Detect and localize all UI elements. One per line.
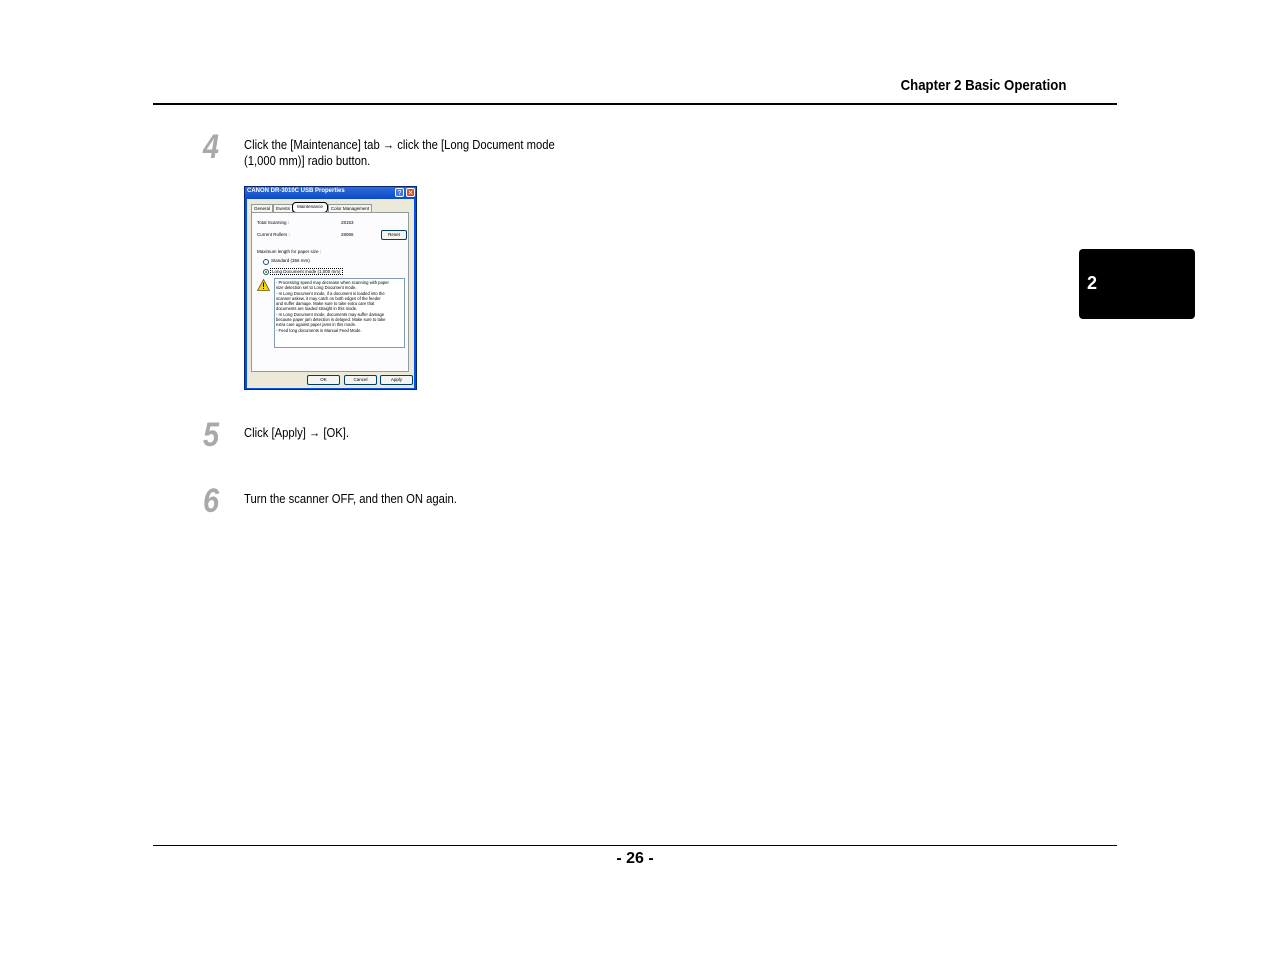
apply-button[interactable]: Apply: [380, 375, 413, 385]
maintenance-panel: [251, 212, 409, 372]
warning-line: size detection set to Long Document mode.: [276, 285, 357, 291]
warning-line: - Feed long documents in Manual Feed Mode.: [276, 327, 362, 333]
warning-line: and suffer damage. Make sure to take extra care that: [276, 301, 375, 307]
step-number: 5: [203, 416, 220, 454]
ok-button[interactable]: OK: [307, 375, 340, 385]
warning-line: documents are loaded straight in this mode.: [276, 306, 358, 312]
tab-maintenance[interactable]: Maintenance: [292, 202, 328, 213]
chapter-tab: [1079, 249, 1195, 319]
dialog-titlebar: [245, 187, 416, 199]
step-text: [244, 425, 349, 441]
tab-general[interactable]: General: [251, 204, 273, 212]
radio-standard[interactable]: [263, 259, 269, 265]
page-number: - 26 -: [616, 850, 654, 867]
close-icon[interactable]: ✕: [407, 190, 414, 197]
warning-icon: [257, 279, 270, 291]
radio-long-document[interactable]: [263, 269, 269, 275]
step-text-line: (1,000 mm)] radio button.: [244, 154, 371, 168]
warning-text-box: [274, 278, 405, 348]
properties-dialog: [244, 186, 417, 390]
page-header-title: Chapter 2 Basic Operation: [900, 77, 1066, 94]
max-length-label: Maximum length for paper size :: [257, 249, 322, 254]
radio-long-document-label: Long Document mode (1,000 mm): [272, 269, 341, 274]
header-rule: [153, 103, 1117, 105]
current-rollers-value: 28066: [341, 232, 354, 237]
step-text-line: Click the [Maintenance] tab → click the [Long Document mode: [244, 138, 555, 152]
help-icon[interactable]: ?: [395, 188, 404, 197]
warning-line: - In Long Document mode, documents may suffer damage: [276, 311, 385, 317]
current-rollers-label: Current Rollers :: [257, 232, 290, 237]
dialog-title: CANON DR-3010C USB Properties: [247, 188, 345, 194]
step-text: [244, 491, 457, 507]
dialog-client: [247, 199, 414, 388]
tab-color-management[interactable]: Color Management: [328, 204, 372, 212]
warning-line: - In Long Document mode, if a document is loaded into the: [276, 290, 385, 296]
reset-button[interactable]: Reset: [381, 230, 407, 240]
total-scanning-label: Total Scanning :: [257, 220, 290, 225]
step-text-line: Click [Apply] → [OK].: [244, 426, 350, 440]
step-number: 6: [203, 482, 220, 520]
warning-line: scanner askew, it may catch on both edges of the feeder: [276, 295, 381, 301]
radio-standard-label: Standard (356 mm): [271, 258, 310, 263]
step-number: 4: [203, 128, 220, 166]
total-scanning-value: 28153: [341, 220, 354, 225]
cancel-button[interactable]: Cancel: [344, 375, 377, 385]
footer-rule: [153, 845, 1117, 846]
step-text: [244, 137, 555, 169]
tab-events[interactable]: Events: [273, 204, 293, 212]
warning-line: because paper jam detection is delayed. Make sure to take: [276, 317, 386, 323]
warning-line: extra care against paper jams in this mode.: [276, 322, 357, 328]
chapter-tab-label: 2: [1087, 273, 1098, 293]
step-text-line: Turn the scanner OFF, and then ON again.: [244, 492, 457, 506]
warning-line: - Processing speed may decrease when scanning with paper: [276, 280, 389, 285]
